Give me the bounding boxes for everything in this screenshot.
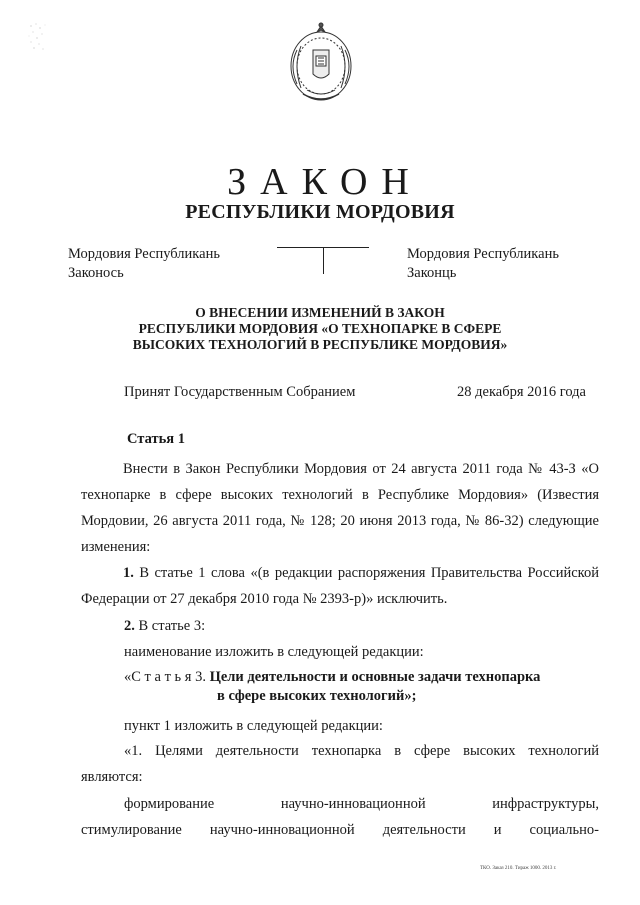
article-title: Статья 1 <box>127 431 185 447</box>
right-language-line-1: Мордовия Республикань <box>407 246 559 262</box>
left-language-line-1: Мордовия Республикань <box>68 246 220 262</box>
left-language-block <box>68 245 220 283</box>
coat-of-arms-icon <box>283 20 359 108</box>
point-1-instruction: пункт 1 изложить в следующей редакции: <box>124 718 383 734</box>
right-language-block <box>407 245 559 283</box>
right-language-line-2: Законць <box>407 265 457 281</box>
scan-speckle <box>28 22 48 52</box>
quote-line-1 <box>124 669 599 686</box>
goals-line-1: «1. Целями деятельности технопарка в сфере высоких технологий <box>124 743 599 759</box>
goals-line-2: являются: <box>81 769 143 785</box>
law-heading-line-3: ВЫСОКИХ ТЕХНОЛОГИЙ В РЕСПУБЛИКЕ МОРДОВИЯ» <box>132 337 508 352</box>
item-1-paragraph <box>81 560 599 612</box>
rename-instruction: наименование изложить в следующей редакции: <box>124 644 424 660</box>
item-1-number: 1. <box>123 565 134 581</box>
divider-vertical <box>323 248 324 274</box>
item-1-text: В статье 1 слова «(в редакции распоряжения Правительства Российской Федерации от 27 декабря 2010 года № 2393-р)» исключить. <box>81 565 599 607</box>
left-language-line-2: Законось <box>68 265 124 281</box>
item-2-number: 2. <box>124 618 135 634</box>
tail-line-1: формирование научно-инновационной инфраструктуры, <box>124 796 599 812</box>
quote-title-bold-1: Цели деятельности и основные задачи технопарка <box>209 669 541 685</box>
item-2-line <box>124 618 599 635</box>
quote-prefix: «С т а т ь я 3. <box>124 669 206 685</box>
law-heading <box>0 305 640 353</box>
law-heading-line-1: О ВНЕСЕНИИ ИЗМЕНЕНИЙ В ЗАКОН <box>195 305 445 320</box>
article-intro-paragraph: Внести в Закон Республики Мордовия от 24 августа 2011 года № 43-З «О технопарке в сфере высоких технологий в Республике Мордовия» (Известия Мордовии, 26 августа 2011 года, № 128; 20 июня 2013 года, № 86-32) следующие изменения: <box>81 461 599 555</box>
item-2-text: В статье 3: <box>138 618 206 634</box>
tail-line-2: стимулирование научно-инновационной деятельности и социально- <box>81 822 599 838</box>
adopted-date: 28 декабря 2016 года <box>457 384 586 400</box>
printer-footer: ТКО. Заказ 210. Тираж 1000. 2013 г. <box>480 866 557 871</box>
adopted-label: Принят Государственным Собранием <box>124 384 356 400</box>
document-subtitle: РЕСПУБЛИКИ МОРДОВИЯ <box>185 201 455 223</box>
quote-title-bold-2: в сфере высоких технологий»; <box>217 688 417 704</box>
document-title: ЗАКОН <box>227 161 423 203</box>
law-heading-line-2: РЕСПУБЛИКИ МОРДОВИЯ «О ТЕХНОПАРКЕ В СФЕРЕ <box>138 321 502 336</box>
